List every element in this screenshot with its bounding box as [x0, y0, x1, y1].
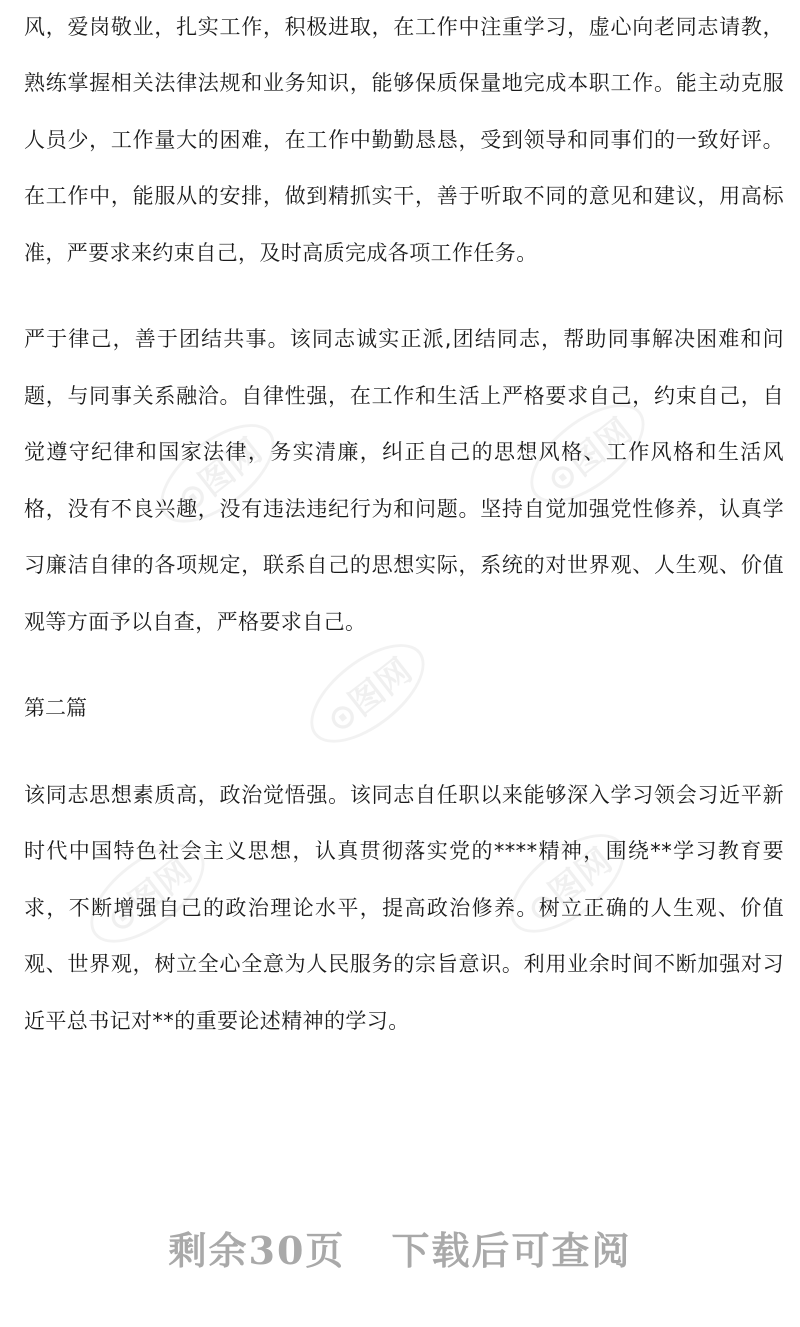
paragraph: 风，爱岗敬业，扎实工作，积极进取，在工作中注重学习，虚心向老同志请教，熟练掌握相关法律法规和业务知识，能够保质保量地完成本职工作。能主动克服人员少，工作量大的困难，在工作中勤勤恳恳，受到领导和同事们的一致好评。在工作中，能服从的安排，做到精抓实干，善于听取不同的意见和建议，用高标准，严要求来约束自己，及时高质完成各项工作任务。	[24, 14, 784, 265]
watermark-stamp: ⊙图网	[74, 826, 221, 962]
watermark-stamp: ⊙图网	[514, 386, 661, 522]
watermark-stamp: ⊙图网	[494, 816, 641, 952]
paragraph: 严于律己，善于团结共事。该同志诚实正派,团结同志，帮助同事解决困难和问题，与同事关系融洽。自律性强，在工作和生活上严格要求自己，约束自己，自觉遵守纪律和国家法律，务实清廉，纠正自己的思想风格、工作风格和生活风格，没有不良兴趣，没有违法违纪行为和问题。坚持自觉加强党性修养，认真学习廉洁自律的各项规定，联系自己的思想实际，系统的对世界观、人生观、价值观等方面予以自查，严格要求自己。	[24, 327, 784, 634]
download-to-view-label: 下载后可查阅	[391, 1228, 632, 1273]
paragraph: 该同志思想素质高，政治觉悟强。该同志自任职以来能够深入学习领会习近平新时代中国特色社会主义思想，认真贯彻落实党的****精神，围绕**学习教育要求，不断增强自己的政治理论水平，提高政治修养。树立正确的人生观、价值观、世界观，树立全心全意为人民服务的宗旨意识。利用业余时间不断加强对习近平总书记对**的重要论述精神的学习。	[24, 782, 784, 1033]
download-prompt[interactable]	[0, 1220, 800, 1275]
section-title: 第二篇	[24, 696, 87, 720]
document-body	[24, 0, 784, 1049]
remaining-pages-label: 剩余30页	[168, 1228, 346, 1273]
watermark-stamp: ⊙图网	[144, 406, 291, 542]
watermark-stamp: ⊙图网	[294, 626, 441, 762]
